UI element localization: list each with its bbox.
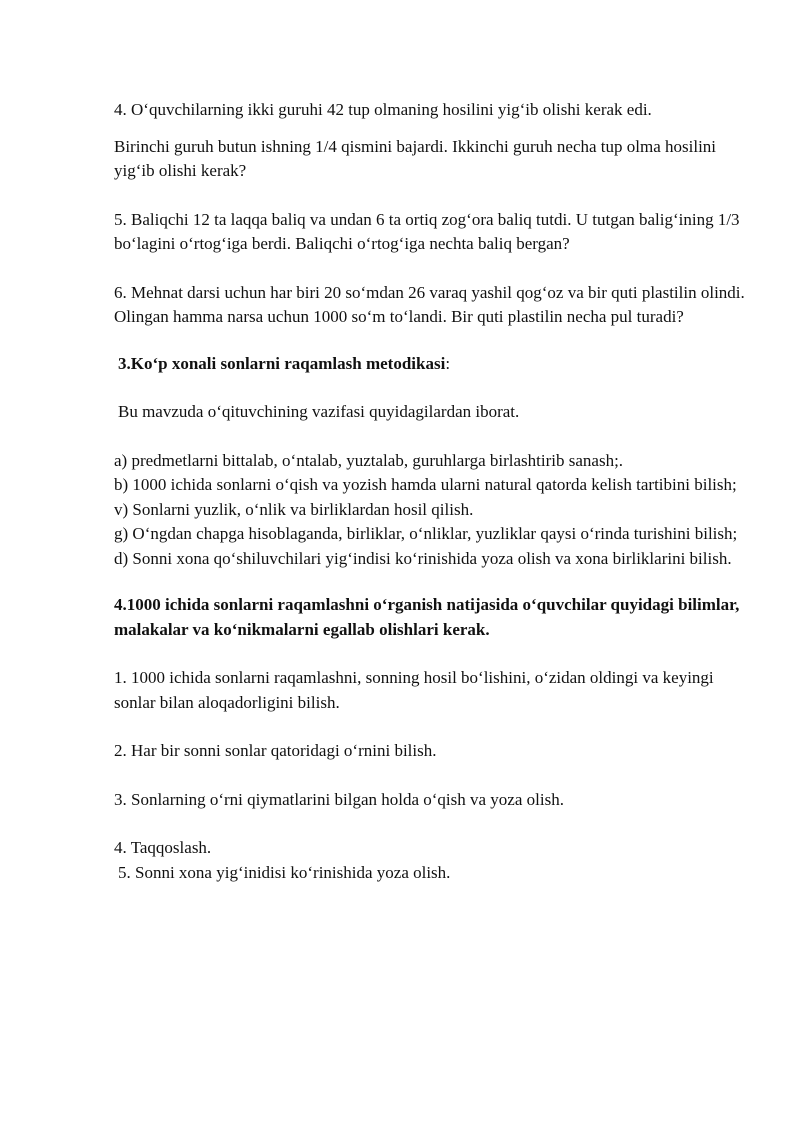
section-4-heading: 4.1000 ichida sonlarni raqamlashni o‘rganish natijasida o‘quvchilar quyidagi bilimlar, malakalar va ko‘nikmalarni egallab olishlari kerak. <box>114 595 740 639</box>
requirement-item: 2. Har bir sonni sonlar qatoridagi o‘rnini bilish. <box>114 741 437 760</box>
requirement-item: 3. Sonlarning o‘rni qiymatlarini bilgan holda o‘qish va yoza olish. <box>114 789 564 809</box>
list-item: a) predmetlarni bittalab, o‘ntalab, yuztalab, guruhlarga birlashtirib sanash;. <box>114 450 624 470</box>
section-3-heading-text: 3.Ko‘p xonali sonlarni raqamlash metodikasi <box>118 353 446 373</box>
section-3-list <box>114 449 754 572</box>
task-4-line-2: Birinchi guruh butun ishning 1/4 qismini bajardi. Ikkinchi guruh necha tup olma hosilini yig‘ib olishi kerak? <box>114 136 717 180</box>
requirement-item: 1. 1000 ichida sonlarni raqamlashni, sonning hosil bo‘lishini, o‘zidan oldingi va keyingi sonlar bilan aloqadorligini bilish. <box>114 668 714 712</box>
requirement-item: 5. Sonni xona yig‘inidisi ko‘rinishida yoza olish. <box>118 862 451 882</box>
document-page <box>114 98 754 885</box>
section-3-intro: Bu mavzuda o‘qituvchining vazifasi quyidagilardan iborat. <box>118 402 520 421</box>
list-item: g) O‘ngdan chapga hisoblaganda, birliklar, o‘nliklar, yuzliklar qaysi o‘rinda turishini bilish; <box>114 524 738 543</box>
list-item: v) Sonlarni yuzlik, o‘nlik va birliklardan hosil qilish. <box>114 499 474 519</box>
task-5: 5. Baliqchi 12 ta laqqa baliq va undan 6 ta ortiq zog‘ora baliq tutdi. U tutgan balig‘ining 1/3 bo‘lagini o‘rtog‘iga berdi. Baliqchi o‘rtog‘iga nechta baliq bergan? <box>114 209 740 253</box>
task-4-line-1: 4. O‘quvchilarning ikki guruhi 42 tup olmaning hosilini yig‘ib olishi kerak edi. <box>114 100 652 119</box>
list-item: b) 1000 ichida sonlarni o‘qish va yozish hamda ularni natural qatorda kelish tartibini bilish; <box>114 475 737 494</box>
requirement-item: 4. Taqqoslash. <box>114 838 212 857</box>
section-3-heading-colon: : <box>445 353 451 373</box>
section-3-heading <box>118 352 754 377</box>
list-item: d) Sonni xona qo‘shiluvchilari yig‘indisi ko‘rinishida yoza olish va xona birliklarini bilish. <box>114 548 732 568</box>
task-6: 6. Mehnat darsi uchun har biri 20 so‘mdan 26 varaq yashil qog‘oz va bir quti plastilin olindi. Olingan hamma narsa uchun 1000 so‘m to‘landi. Bir quti plastilin necha pul turadi? <box>114 282 745 326</box>
